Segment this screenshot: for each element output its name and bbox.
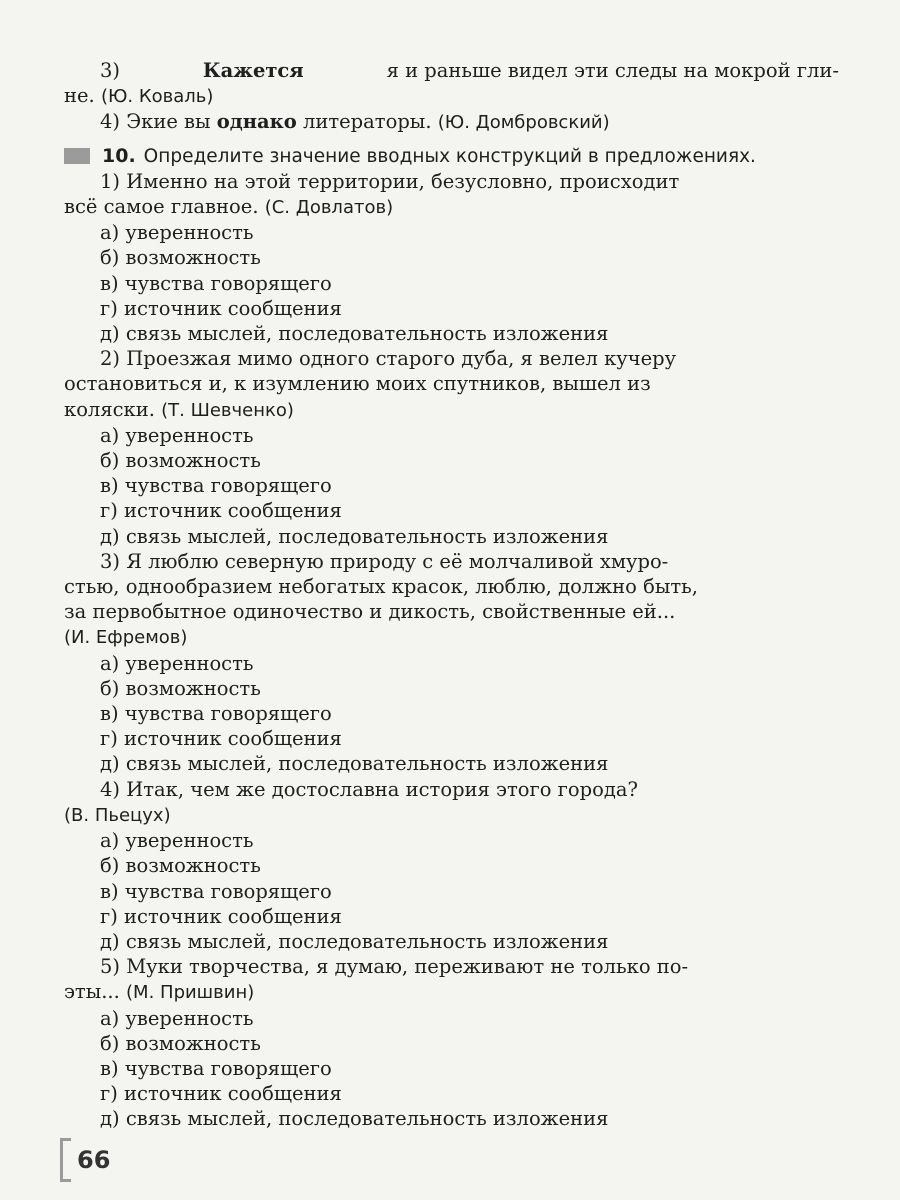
question-5-line1: 5) Муки творчества, я думаю, переживают не только по- <box>100 955 689 979</box>
question-3-line3: за первобытное одиночество и дикость, свойственные ей... <box>64 600 676 624</box>
option-item: д) связь мыслей, последовательность изложения <box>100 752 609 776</box>
option-item: б) возможность <box>100 676 261 700</box>
question-5-line2: эты... (М. Пришвин) <box>64 980 255 1004</box>
question-3-line2: стью, однообразием небогатых красок, люблю, должно быть, <box>64 575 698 599</box>
question-2-source: (Т. Шевченко) <box>161 399 294 421</box>
pre-item-4-source: (Ю. Домбровский) <box>437 112 610 134</box>
option-item: в) чувства говорящего <box>100 879 332 903</box>
option-item: в) чувства говорящего <box>100 1056 332 1080</box>
option-item: г) источник сообщения <box>100 499 342 523</box>
option-item: б) возможность <box>100 246 261 270</box>
question-1-line2: всё самое главное. (С. Довлатов) <box>64 195 394 219</box>
question-1-source: (С. Довлатов) <box>264 197 394 219</box>
question-2-line3: коляски. (Т. Шевченко) <box>64 397 294 421</box>
option-item: а) уверенность <box>100 651 254 675</box>
option-item: г) источник сообщения <box>100 904 342 928</box>
option-item: д) связь мыслей, последовательность изложения <box>100 322 609 346</box>
option-item: д) связь мыслей, последовательность изложения <box>100 1107 609 1131</box>
option-item: а) уверенность <box>100 221 254 245</box>
page-footer <box>60 1138 110 1182</box>
task-instruction: Определите значение вводных конструкций в предложениях. <box>143 145 756 167</box>
task-marker-icon <box>64 148 90 164</box>
pre-item-4: 4) Экие вы однако литераторы. (Ю. Домбровский) <box>100 110 610 134</box>
pre-item-4-highlight: однако <box>216 110 297 134</box>
question-1-line1: 1) Именно на этой территории, безусловно, происходит <box>100 169 680 193</box>
pre-item-3-highlight: Кажется <box>202 59 304 82</box>
option-item: а) уверенность <box>100 423 254 447</box>
option-item: а) уверенность <box>100 829 254 853</box>
page-number: 66 <box>77 1146 111 1174</box>
bracket-icon <box>60 1138 71 1182</box>
question-3-source: (И. Ефремов) <box>64 627 188 649</box>
question-5-source: (М. Пришвин) <box>126 982 255 1004</box>
question-3-line4 <box>64 624 839 650</box>
pre-item-3-source: (Ю. Коваль) <box>100 86 214 108</box>
question-4-line1: 4) Итак, чем же достославна история этого города? <box>100 777 638 801</box>
question-2-line2: остановиться и, к изумлению моих спутников, вышел из <box>64 372 651 396</box>
page-text <box>64 58 839 1132</box>
pre-item-3-line2: не. (Ю. Коваль) <box>64 84 214 108</box>
option-item: б) возможность <box>100 854 261 878</box>
task-number: 10. <box>102 144 136 167</box>
pre-item-3-line1: 3) Кажется я и раньше видел эти следы на мокрой гли- <box>100 59 839 82</box>
option-item: а) уверенность <box>100 1006 254 1030</box>
option-item: г) источник сообщения <box>100 296 342 320</box>
question-2-line1: 2) Проезжая мимо одного старого дуба, я велел кучеру <box>100 347 677 371</box>
option-item: г) источник сообщения <box>100 1082 342 1106</box>
option-item: д) связь мыслей, последовательность изложения <box>100 524 609 548</box>
option-item: в) чувства говорящего <box>100 271 332 295</box>
option-item: в) чувства говорящего <box>100 702 332 726</box>
question-4-source: (В. Пьецух) <box>64 804 171 826</box>
question-4-line2 <box>64 802 839 828</box>
task-heading <box>64 144 839 169</box>
option-item: в) чувства говорящего <box>100 474 332 498</box>
option-item: г) источник сообщения <box>100 727 342 751</box>
option-item: д) связь мыслей, последовательность изложения <box>100 929 609 953</box>
option-item: б) возможность <box>100 1031 261 1055</box>
question-3-line1: 3) Я люблю северную природу с её молчаливой хмуро- <box>100 549 669 573</box>
option-item: б) возможность <box>100 449 261 473</box>
